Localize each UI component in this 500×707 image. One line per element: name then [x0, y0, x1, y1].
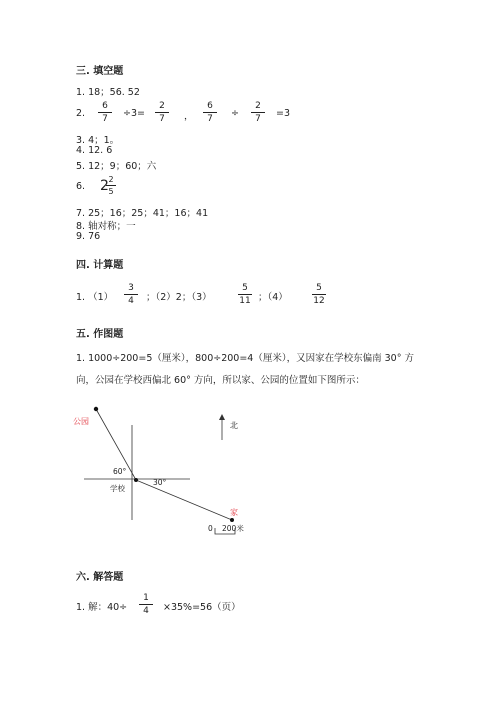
- answer-4-1-c: ；（4）: [258, 292, 288, 303]
- scale-label: 200米: [222, 524, 244, 533]
- home-point: [230, 518, 234, 522]
- section5-title: 五. 作图题: [76, 329, 124, 340]
- answer-3-4: 4. 12. 6: [76, 145, 113, 156]
- section6-title: 六. 解答题: [76, 572, 124, 583]
- park-label: 公园: [73, 417, 89, 426]
- answer-6-1-b: ×35%=56（页）: [163, 602, 241, 613]
- answer-3-2-label: 2.: [76, 108, 86, 119]
- answer-4-1-a: 1. （1）: [76, 292, 114, 303]
- fraction: 2 5: [106, 175, 116, 196]
- angle-30-label: 30°: [153, 478, 167, 487]
- fraction: 3 4: [124, 283, 138, 306]
- north-arrowhead-icon: [219, 414, 225, 420]
- answer-6-1-a: 1. 解：40÷: [76, 602, 128, 613]
- fraction: 1 4: [139, 593, 153, 616]
- answer-3-9: 9. 76: [76, 231, 101, 242]
- mixed-number-whole: 2: [100, 178, 109, 194]
- section4-title: 四. 计算题: [76, 260, 124, 271]
- answer-3-5: 5. 12；9；60；六: [76, 161, 157, 172]
- fraction: 5 12: [313, 283, 325, 306]
- fraction: 2 7: [155, 101, 169, 124]
- section3-title: 三. 填空题: [76, 66, 124, 77]
- comma-text: ，: [184, 111, 194, 122]
- answer-3-3: 3. 4；1。: [76, 135, 120, 146]
- answer-3-8: 8. 轴对称；一: [76, 221, 136, 232]
- scale-zero-label: 0: [208, 524, 213, 533]
- answer-3-1: 1. 18；56. 52: [76, 87, 140, 98]
- operator-text: ÷: [231, 108, 239, 119]
- location-diagram: [70, 400, 260, 540]
- answer-5-line2: 向，公园在学校西偏北 60° 方向，所以家、公园的位置如下图所示：: [76, 375, 365, 386]
- fraction: 6 7: [98, 101, 112, 124]
- angle-60-label: 60°: [113, 467, 127, 476]
- answer-5-line1: 1. 1000÷200=5（厘米），800÷200=4（厘米），又因家在学校东偏南 30° 方: [76, 353, 414, 364]
- fraction: 5 11: [239, 283, 251, 306]
- answer-3-6-label: 6.: [76, 181, 86, 192]
- equals-text: =3: [276, 108, 291, 119]
- fraction: 6 7: [203, 101, 217, 124]
- home-label: 家: [230, 508, 238, 517]
- park-point: [94, 407, 98, 411]
- fraction: 2 7: [251, 101, 265, 124]
- school-point: [134, 478, 138, 482]
- north-label: 北: [230, 421, 238, 430]
- school-label: 学校: [110, 484, 125, 493]
- answer-3-7: 7. 25；16；25；41；16；41: [76, 208, 209, 219]
- answer-4-1-b: ；（2）2；（3）: [146, 292, 212, 303]
- home-direction-line: [136, 480, 232, 520]
- operator-text: ÷3=: [123, 108, 145, 119]
